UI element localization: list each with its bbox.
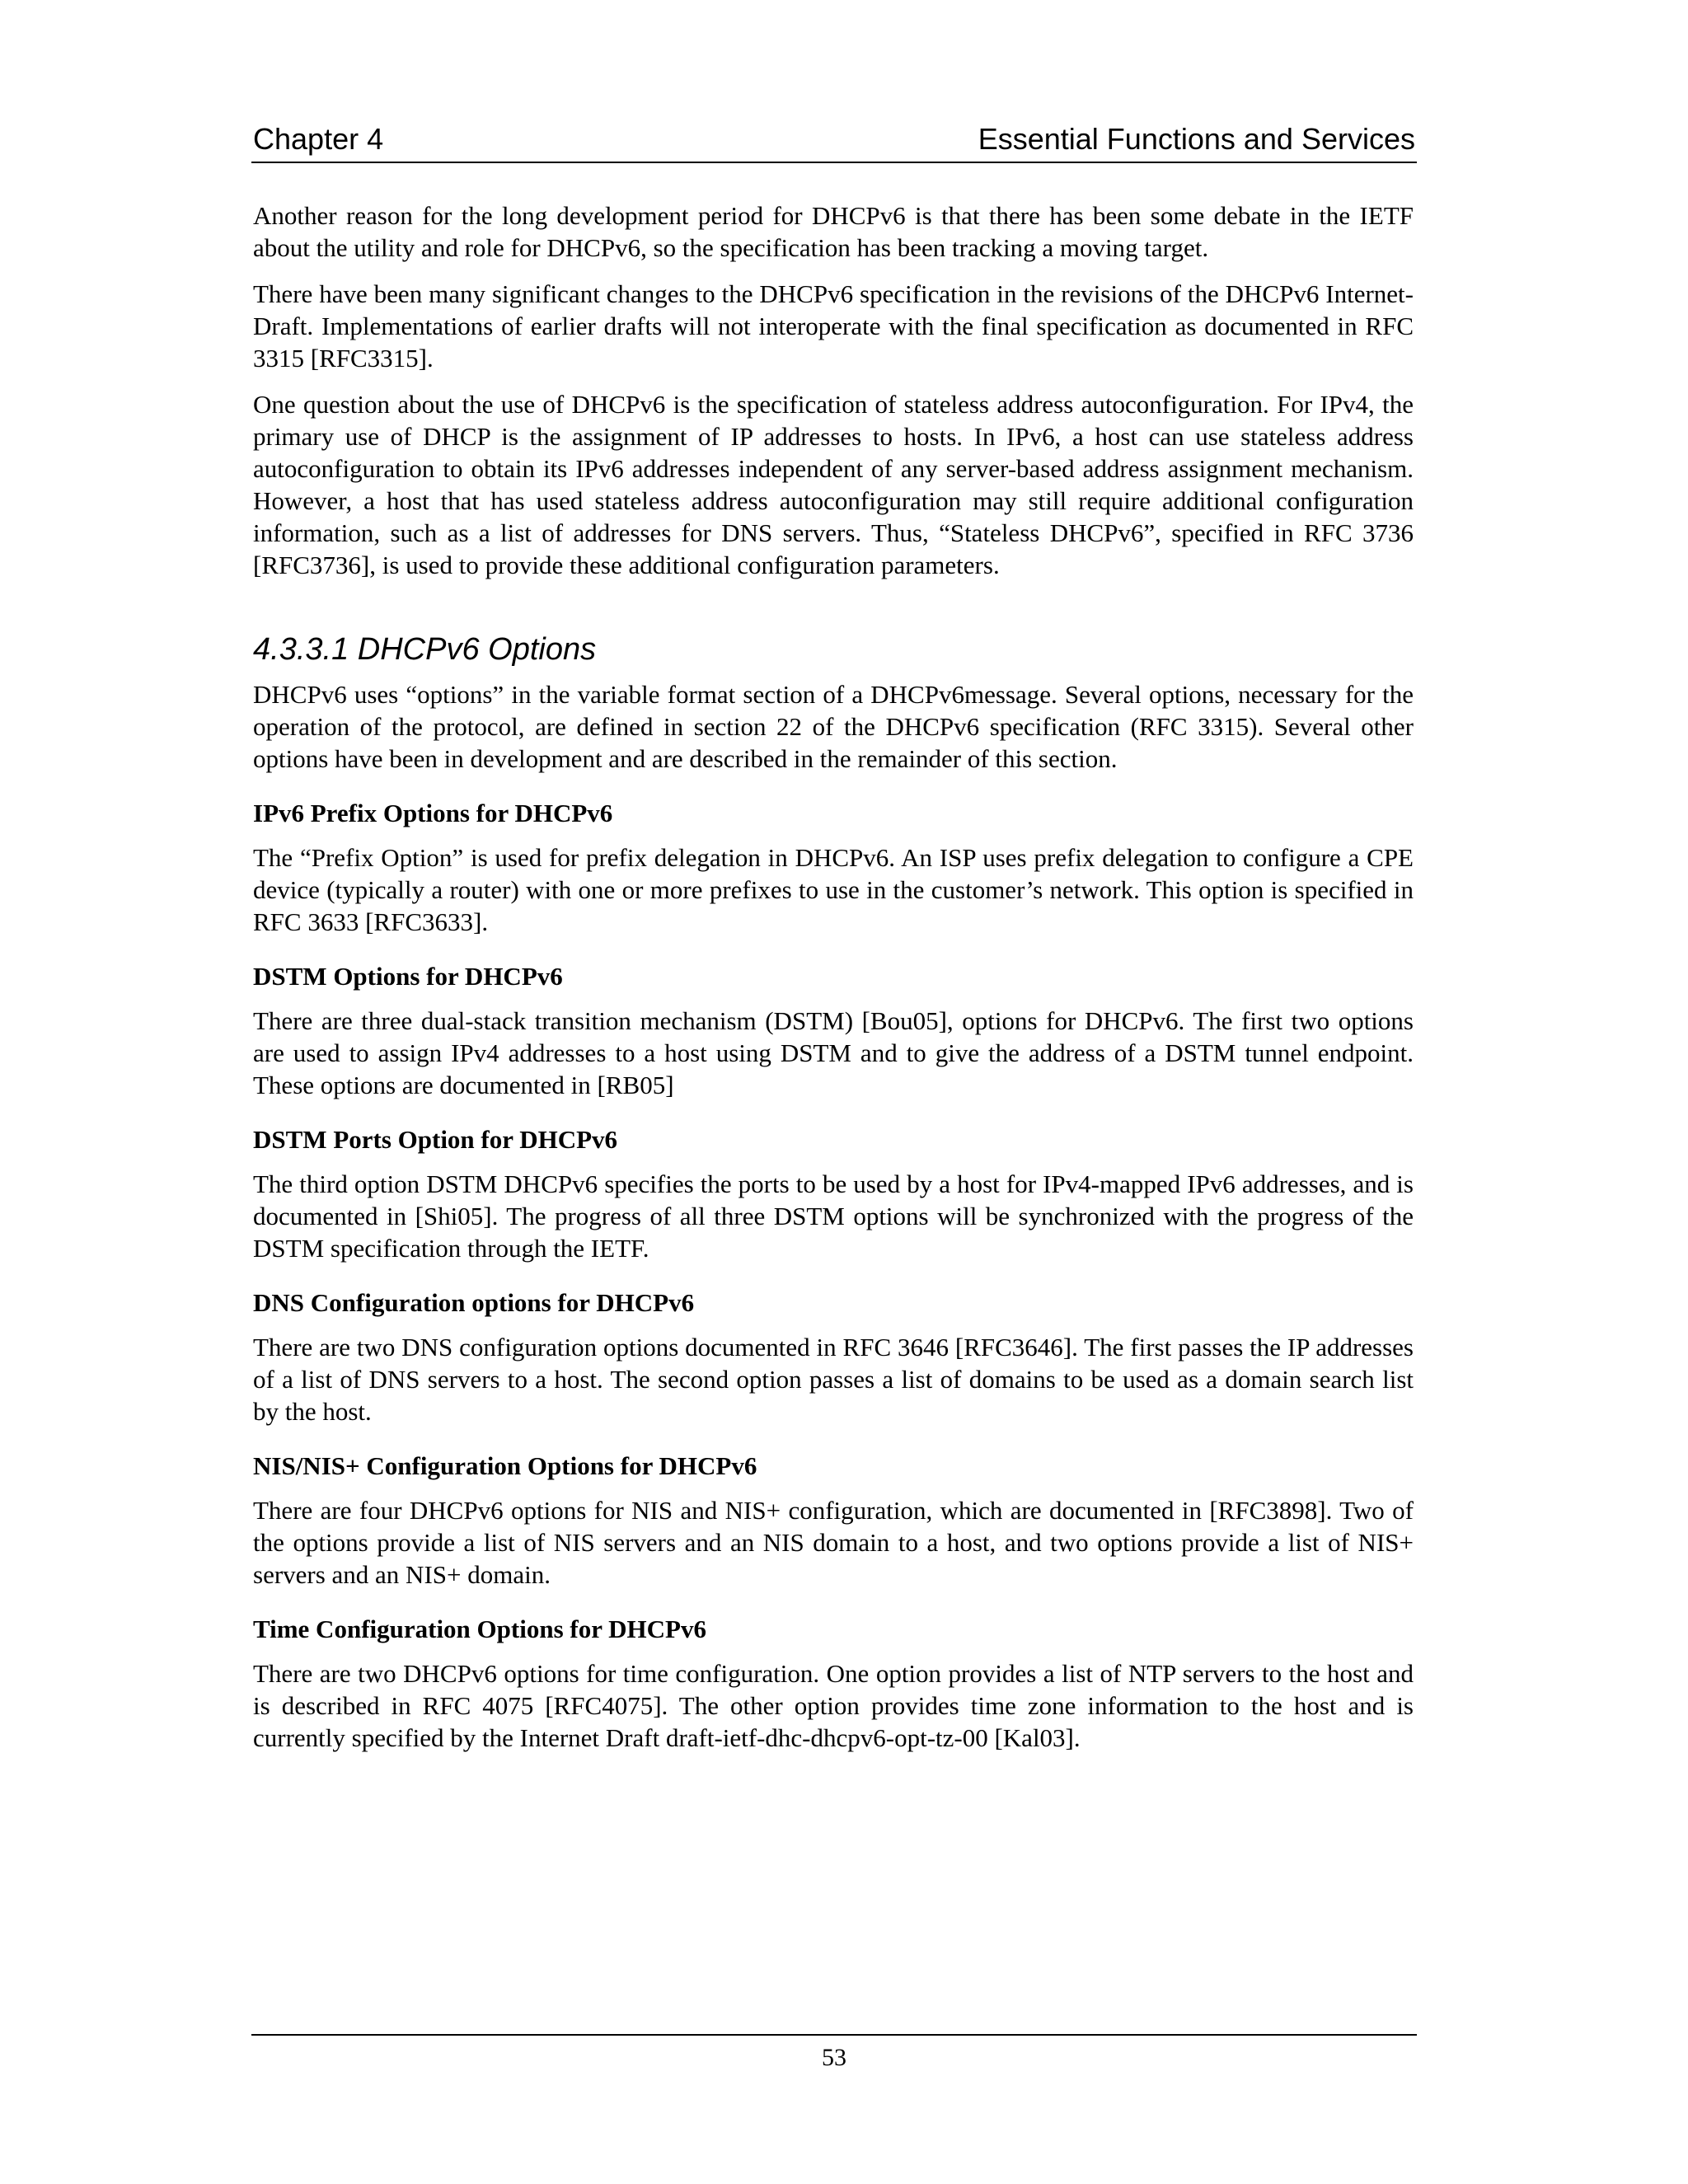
subsection-heading-dstm: DSTM Options for DHCPv6 [253,962,563,991]
intro-paragraph-3: One question about the use of DHCPv6 is the specification of stateless address autoconfiguration. For IPv4, the primary use of DHCP is the assignment of IP addresses to hosts. In IPv6, a host can use stateless address autoconfiguration to obtain its IPv6 addresses independent of any server-based address assignment mechanism. However, a host that has used stateless address autoconfiguration may still require additional configuration information, such as a list of addresses for DNS servers. Thus, “Stateless DHCPv6”, specified in RFC 3736 [RFC3736], is used to provide these additional configuration parameters. [253,390,1414,579]
subsection-body-dstm: There are three dual-stack transition mechanism (DSTM) [Bou05], options for DHCPv6. The first two options are used to assign IPv4 addresses to a host using DSTM and to give the address of a DSTM tunnel endpoint. These options are documented in [RB05] [253,1006,1414,1099]
section-intro-paragraph: DHCPv6 uses “options” in the variable format section of a DHCPv6message. Several options, necessary for the operation of the protocol, are defined in section 22 of the DHCPv6 specification (RFC 3315). Several other options have been in development and are described in the remainder of this section. [253,680,1414,773]
subsection-body-nis: There are four DHCPv6 options for NIS and NIS+ configuration, which are documented in [RFC3898]. Two of the options provide a list of NIS servers and an NIS domain to a host, and two options provide a list of NIS+ servers and an NIS+ domain. [253,1496,1414,1589]
subsection-heading-dstm-ports: DSTM Ports Option for DHCPv6 [253,1125,618,1154]
chapter-title: Essential Functions and Services [978,122,1415,156]
subsection-heading-dns: DNS Configuration options for DHCPv6 [253,1288,695,1317]
page-number: 53 [822,2044,846,2071]
subsection-heading-time: Time Configuration Options for DHCPv6 [253,1615,706,1643]
page-footer [251,2034,1417,2072]
intro-paragraph-1: Another reason for the long development period for DHCPv6 is that there has been some debate in the IETF about the utility and role for DHCPv6, so the specification has been tracking a moving target. [253,201,1414,262]
intro-paragraph-2: There have been many significant changes to the DHCPv6 specification in the revisions of the DHCPv6 Internet-Draft. Implementations of earlier drafts will not interoperate with the final specification as documented in RFC 3315 [RFC3315]. [253,279,1414,373]
subsection-heading-prefix: IPv6 Prefix Options for DHCPv6 [253,799,613,827]
subsection-body-time: There are two DHCPv6 options for time configuration. One option provides a list of NTP servers to the host and is described in RFC 4075 [RFC4075]. The other option provides time zone information to the host and is currently specified by the Internet Draft draft-ietf-dhc-dhcpv6-opt-tz-00 [Kal03]. [253,1659,1414,1752]
page-content [253,199,1414,1768]
subsection-body-dstm-ports: The third option DSTM DHCPv6 specifies the ports to be used by a host for IPv4-mapped IPv6 addresses, and is documented in [Shi05]. The progress of all three DSTM options will be synchronized with the progress of the DSTM specification through the IETF. [253,1169,1414,1263]
subsection-body-dns: There are two DNS configuration options documented in RFC 3646 [RFC3646]. The first passes the IP addresses of a list of DNS servers to a host. The second option passes a list of domains to be used as a domain search list by the host. [253,1333,1414,1426]
subsection-heading-nis: NIS/NIS+ Configuration Options for DHCPv6 [253,1451,757,1480]
chapter-label: Chapter 4 [253,122,384,156]
section-heading: 4.3.3.1 DHCPv6 Options [253,632,597,667]
page-header [251,119,1417,163]
subsection-body-prefix: The “Prefix Option” is used for prefix delegation in DHCPv6. An ISP uses prefix delegation to configure a CPE device (typically a router) with one or more prefixes to use in the customer’s network. This option is specified in RFC 3633 [RFC3633]. [253,843,1414,936]
